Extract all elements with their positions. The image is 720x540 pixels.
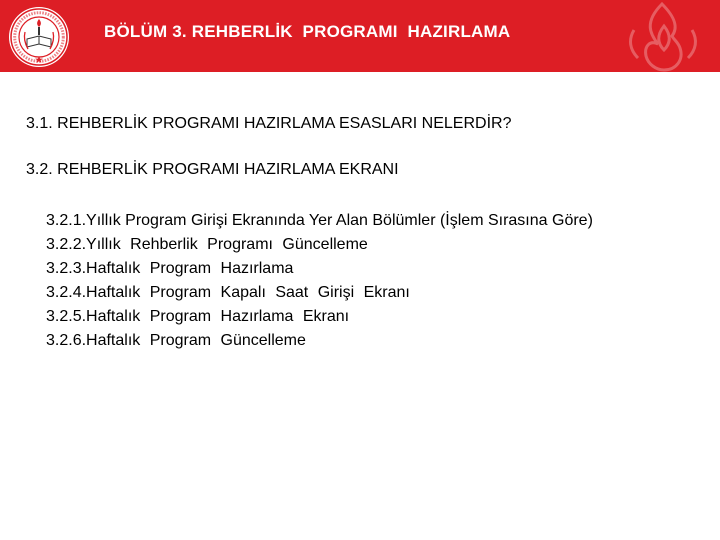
subsection-item-3-2-3: 3.2.3.Haftalık Program Hazırlama xyxy=(46,260,294,277)
subsection-item-3-2-2: 3.2.2.Yıllık Rehberlik Programı Güncelleme xyxy=(46,236,368,253)
subsection-item-3-2-5: 3.2.5.Haftalık Program Hazırlama Ekranı xyxy=(46,308,350,325)
header-bar xyxy=(0,0,720,72)
subsection-item-3-2-1: 3.2.1.Yıllık Program Girişi Ekranında Yer Alan Bölümler (İşlem Sırasına Göre) xyxy=(46,212,593,229)
ministry-emblem-icon xyxy=(8,6,70,68)
subsection-item-3-2-4: 3.2.4.Haftalık Program Kapalı Saat Girişi Ekranı xyxy=(46,284,410,301)
subsection-list xyxy=(46,209,636,353)
slide-title: BÖLÜM 3. REHBERLİK PROGRAMI HAZIRLAMA xyxy=(104,22,511,41)
content-area xyxy=(0,72,720,540)
subsection-item-3-2-6: 3.2.6.Haftalık Program Güncelleme xyxy=(46,332,306,349)
flame-watermark-icon xyxy=(614,0,710,72)
section-heading-3-2: 3.2. REHBERLİK PROGRAMI HAZIRLAMA EKRANI xyxy=(26,161,399,178)
section-heading-3-1: 3.1. REHBERLİK PROGRAMI HAZIRLAMA ESASLARI NELERDİR? xyxy=(26,115,512,132)
